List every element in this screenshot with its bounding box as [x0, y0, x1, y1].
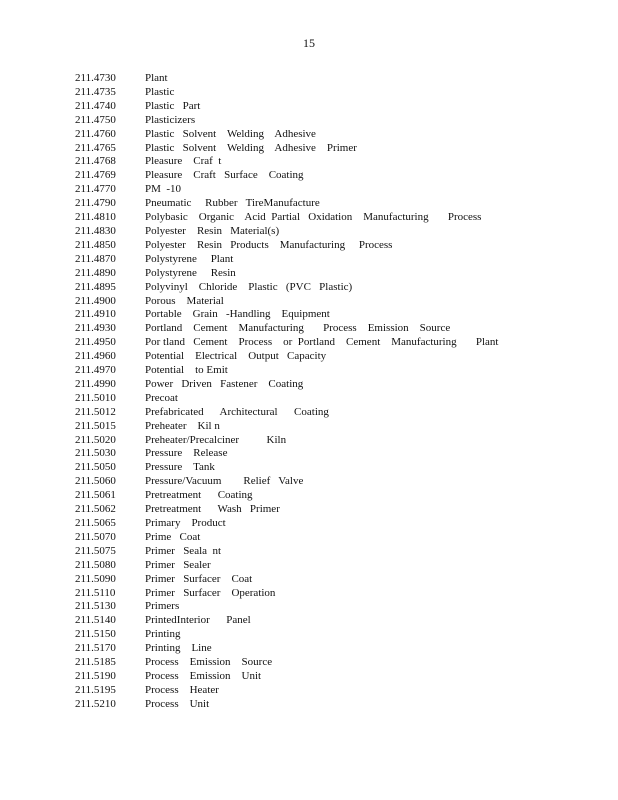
index-entry — [75, 211, 595, 225]
defined-term: Primers — [145, 600, 180, 613]
defined-term: Polyester Resin Products Manufacturing Process — [145, 238, 393, 251]
section-code: 211.5150 — [75, 628, 116, 641]
defined-term: PM -10 — [145, 183, 182, 196]
section-code: 211.5065 — [75, 517, 116, 529]
index-entry — [75, 308, 595, 322]
section-code: 211.4910 — [75, 308, 116, 321]
index-entry — [75, 225, 595, 239]
section-code: 211.4760 — [75, 127, 116, 140]
section-code: 211.4769 — [75, 169, 116, 182]
index-entry — [75, 72, 595, 86]
section-code: 211.5140 — [75, 614, 116, 627]
index-entry — [75, 698, 595, 712]
defined-term: Plastic Part — [145, 99, 201, 112]
defined-term: Polyvinyl Chloride Plastic (PVC Plastic) — [145, 280, 353, 293]
index-entry — [75, 142, 595, 156]
defined-term: Pressure Tank — [145, 461, 215, 474]
index-entry — [75, 670, 595, 684]
section-code: 211.5190 — [75, 669, 116, 682]
section-code: 211.5020 — [75, 433, 116, 446]
defined-term: Prefabricated Architectural Coating — [145, 405, 329, 418]
index-entry — [75, 267, 595, 281]
section-code: 211.4970 — [75, 364, 116, 377]
index-entry — [75, 86, 595, 100]
index-entry — [75, 461, 595, 475]
index-entry — [75, 336, 595, 350]
section-code: 211.5062 — [75, 503, 116, 516]
index-entry — [75, 628, 595, 642]
section-code: 211.4750 — [75, 113, 116, 126]
defined-term: Primary Product — [145, 517, 226, 529]
defined-term: Por tland Cement Process or Portland Cement Manufacturing Plant — [145, 336, 499, 349]
defined-term: Printing Line — [145, 642, 212, 655]
defined-term: Process Emission Source — [145, 656, 273, 669]
defined-term: Pressure/Vacuum Relief Valve — [145, 475, 304, 488]
index-entry — [75, 392, 595, 406]
index-entry — [75, 447, 595, 461]
defined-term: Pretreatment Wash Primer — [145, 503, 280, 516]
section-code: 211.5130 — [75, 600, 116, 613]
section-code: 211.5030 — [75, 447, 116, 460]
defined-term: Plastic Solvent Welding Adhesive — [145, 127, 316, 140]
section-code: 211.5075 — [75, 544, 116, 557]
defined-term: Primer Seala nt — [145, 544, 222, 557]
section-code: 211.4768 — [75, 155, 116, 168]
section-code: 211.4930 — [75, 322, 116, 335]
defined-term: Pretreatment Coating — [145, 489, 253, 502]
section-code: 211.5010 — [75, 391, 116, 404]
defined-term: Process Unit — [145, 697, 210, 710]
defined-term: Plasticizers — [145, 113, 196, 126]
defined-term: Primer Surfacer Operation — [145, 586, 276, 599]
section-code: 211.5060 — [75, 475, 116, 488]
defined-term: Process Emission Unit — [145, 669, 262, 682]
index-entry — [75, 114, 595, 128]
section-code: 211.4890 — [75, 266, 116, 279]
defined-term: Plastic — [145, 85, 175, 98]
index-entry — [75, 281, 595, 295]
definition-index-list — [75, 72, 595, 712]
section-code: 211.4735 — [75, 85, 116, 98]
index-entry — [75, 406, 595, 420]
index-entry — [75, 420, 595, 434]
section-code: 211.5170 — [75, 642, 116, 655]
defined-term: Polystyrene Resin — [145, 266, 236, 279]
section-code: 211.4770 — [75, 183, 116, 196]
defined-term: Plastic Solvent Welding Adhesive Primer — [145, 141, 357, 154]
page-number: 15 — [303, 36, 315, 50]
section-code: 211.5110 — [75, 586, 116, 599]
section-code: 211.4895 — [75, 280, 116, 293]
defined-term: Portable Grain -Handling Equipment — [145, 308, 330, 321]
section-code: 211.4850 — [75, 238, 116, 251]
section-code: 211.5090 — [75, 572, 116, 585]
defined-term: Preheater/Precalciner Kiln — [145, 433, 287, 446]
index-entry — [75, 614, 595, 628]
defined-term: Process Heater — [145, 683, 219, 696]
index-entry — [75, 295, 595, 309]
index-entry — [75, 322, 595, 336]
index-entry — [75, 378, 595, 392]
index-entry — [75, 559, 595, 573]
index-entry — [75, 656, 595, 670]
section-code: 211.4810 — [75, 211, 116, 224]
section-code: 211.4740 — [75, 99, 116, 112]
index-entry — [75, 503, 595, 517]
defined-term: Pleasure Craf t — [145, 155, 222, 168]
section-code: 211.5050 — [75, 461, 116, 474]
defined-term: Precoat — [145, 391, 178, 404]
section-code: 211.5080 — [75, 558, 116, 571]
section-code: 211.5061 — [75, 489, 116, 502]
defined-term: Porous Material — [145, 294, 224, 307]
index-entry — [75, 434, 595, 448]
index-entry — [75, 489, 595, 503]
index-entry — [75, 239, 595, 253]
section-code: 211.4990 — [75, 377, 116, 390]
index-entry — [75, 197, 595, 211]
section-code: 211.4730 — [75, 72, 116, 84]
index-entry — [75, 350, 595, 364]
index-entry — [75, 100, 595, 114]
defined-term: Potential to Emit — [145, 364, 228, 377]
section-code: 211.4790 — [75, 197, 116, 210]
section-code: 211.4960 — [75, 350, 116, 363]
index-entry — [75, 517, 595, 531]
index-entry — [75, 642, 595, 656]
section-code: 211.5070 — [75, 530, 116, 543]
index-entry — [75, 684, 595, 698]
index-entry — [75, 128, 595, 142]
defined-term: Pneumatic Rubber TireManufacture — [145, 197, 320, 210]
defined-term: Prime Coat — [145, 530, 201, 543]
section-code: 211.4830 — [75, 224, 116, 237]
section-code: 211.4765 — [75, 141, 116, 154]
defined-term: Primer Surfacer Coat — [145, 572, 253, 585]
defined-term: Polybasic Organic Acid Partial Oxidation Manufacturing Process — [145, 211, 482, 224]
index-entry — [75, 253, 595, 267]
defined-term: Polystyrene Plant — [145, 252, 234, 265]
index-entry — [75, 573, 595, 587]
defined-term: Power Driven Fastener Coating — [145, 377, 304, 390]
defined-term: Printing — [145, 628, 181, 641]
index-entry — [75, 169, 595, 183]
defined-term: Preheater Kil n — [145, 419, 220, 432]
defined-term: Polyester Resin Material(s) — [145, 224, 280, 237]
defined-term: Potential Electrical Output Capacity — [145, 350, 327, 363]
defined-term: PrintedInterior Panel — [145, 614, 251, 627]
defined-term: Plant — [145, 72, 168, 84]
defined-term: Primer Sealer — [145, 558, 211, 571]
section-code: 211.5015 — [75, 419, 116, 432]
index-entry — [75, 545, 595, 559]
section-code: 211.4900 — [75, 294, 116, 307]
section-code: 211.5210 — [75, 697, 116, 710]
section-code: 211.5185 — [75, 656, 116, 669]
section-code: 211.5012 — [75, 405, 116, 418]
index-entry — [75, 364, 595, 378]
index-entry — [75, 155, 595, 169]
index-entry — [75, 600, 595, 614]
index-entry — [75, 475, 595, 489]
section-code: 211.5195 — [75, 683, 116, 696]
section-code: 211.4950 — [75, 336, 116, 349]
index-entry — [75, 183, 595, 197]
defined-term: Portland Cement Manufacturing Process Emission Source — [145, 322, 451, 335]
index-entry — [75, 531, 595, 545]
index-entry — [75, 587, 595, 601]
section-code: 211.4870 — [75, 252, 116, 265]
defined-term: Pleasure Craft Surface Coating — [145, 169, 304, 182]
defined-term: Pressure Release — [145, 447, 228, 460]
